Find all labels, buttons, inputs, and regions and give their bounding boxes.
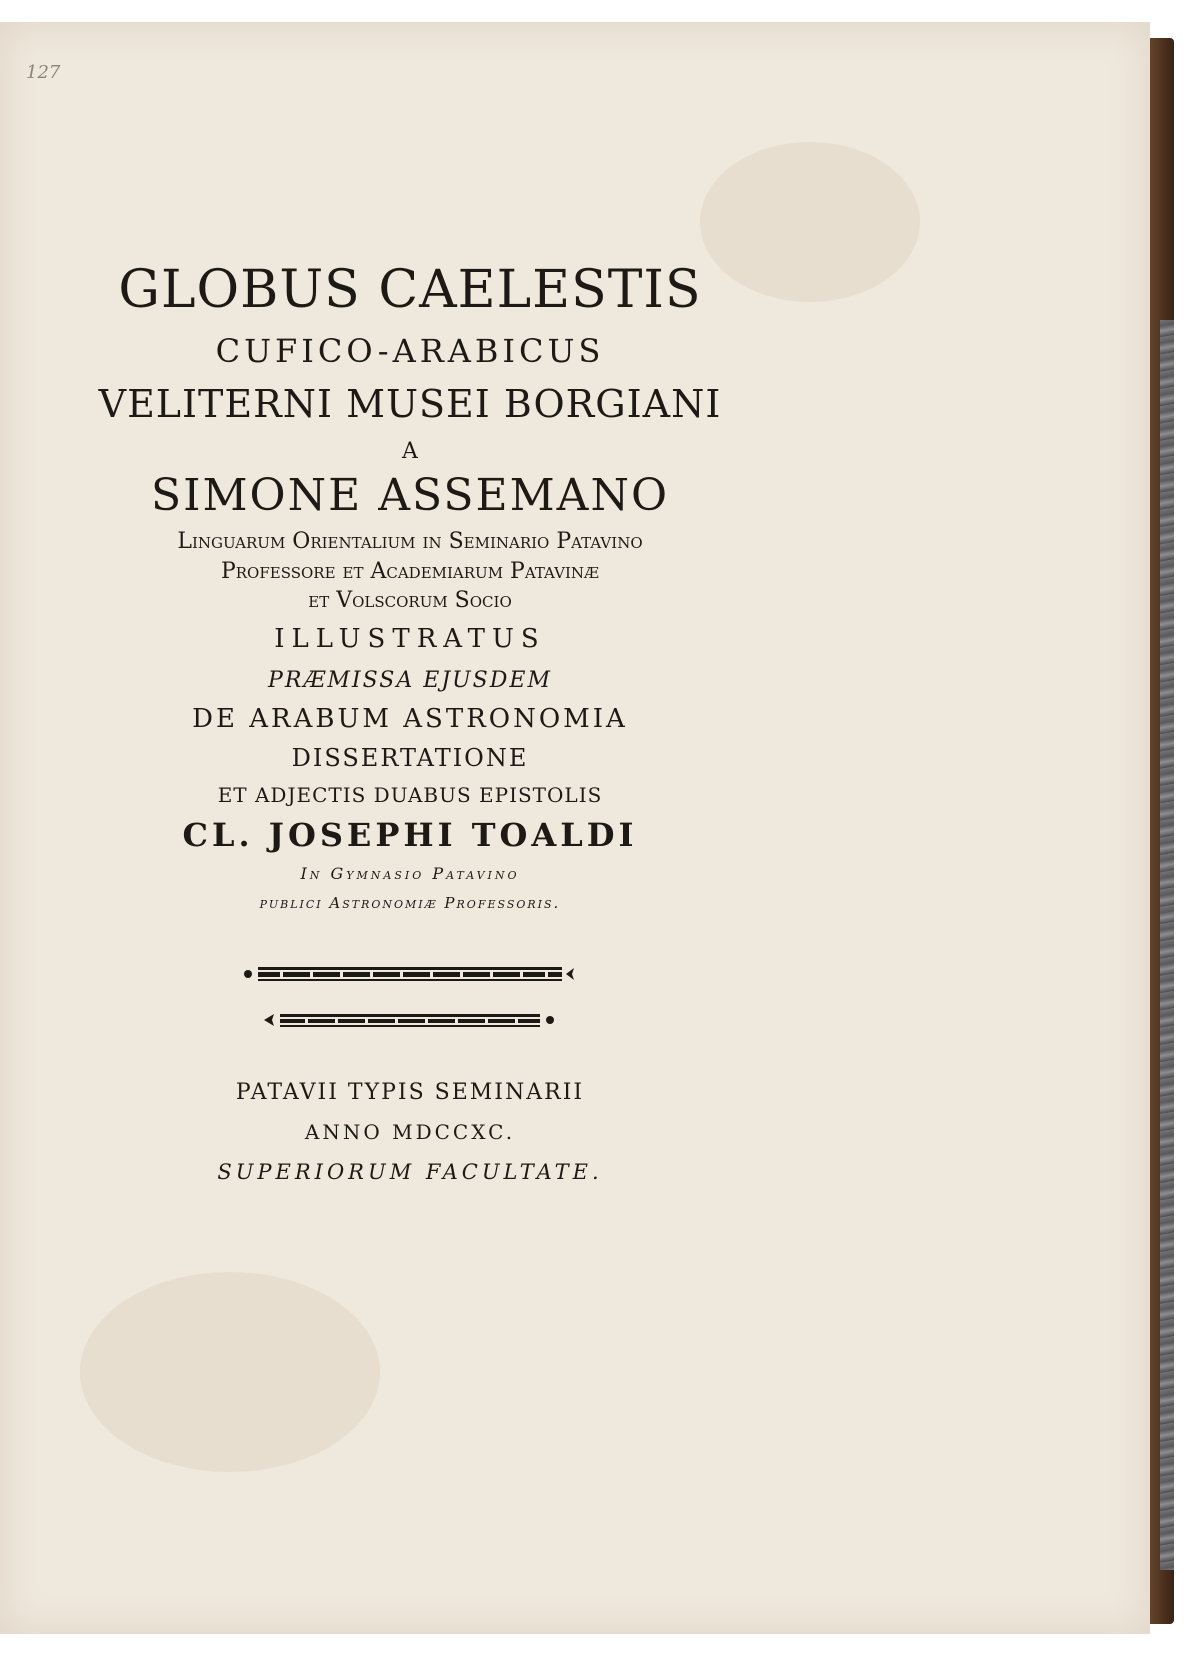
foxing-stain — [80, 1272, 380, 1472]
book-title: GLOBUS CAELESTIS — [118, 260, 702, 320]
gymnasio-line: In Gymnasio Patavino — [300, 864, 520, 883]
author-name: SIMONE ASSEMANO — [150, 470, 670, 521]
author-affiliation-2: Professore et Academiarum Patavinæ — [220, 559, 600, 584]
de-arabum-line: DE ARABUM ASTRONOMIA — [192, 704, 628, 734]
author-affiliation-1: Linguarum Orientalium in Seminario Patavino — [177, 529, 643, 554]
marbled-board-edge — [1160, 320, 1174, 1570]
illustratus-line: ILLUSTRATUS — [274, 624, 546, 654]
subtitle-line-2: VELITERNI MUSEI BORGIANI — [98, 382, 722, 426]
subtitle-line-1: CUFICO-ARABICUS — [215, 332, 605, 370]
preposition-line: A — [402, 439, 418, 464]
et-adjectis-line: ET ADJECTIS DUABUS EPISTOLIS — [217, 783, 603, 807]
imprint-line-3: SUPERIORUM FACULTATE. — [217, 1160, 603, 1184]
toaldi-name: CL. JOSEPHI TOALDI — [182, 816, 638, 854]
ornamental-rule-lower — [0, 1010, 820, 1030]
imprint-line-2: ANNO MDCCXC. — [304, 1120, 516, 1144]
author-affiliation-3: et Volscorum Socio — [308, 588, 512, 613]
title-page — [0, 22, 1150, 1634]
praemissa-line: PRÆMISSA EJUSDEM — [268, 668, 552, 693]
dissertatione-line: DISSERTATIONE — [291, 744, 529, 772]
pencil-note: 127 — [26, 62, 61, 83]
professoris-line: publici Astronomiæ Professoris. — [259, 894, 561, 912]
ornamental-rule-upper — [0, 962, 820, 986]
imprint-line-1: PATAVII TYPIS SEMINARII — [235, 1080, 585, 1105]
